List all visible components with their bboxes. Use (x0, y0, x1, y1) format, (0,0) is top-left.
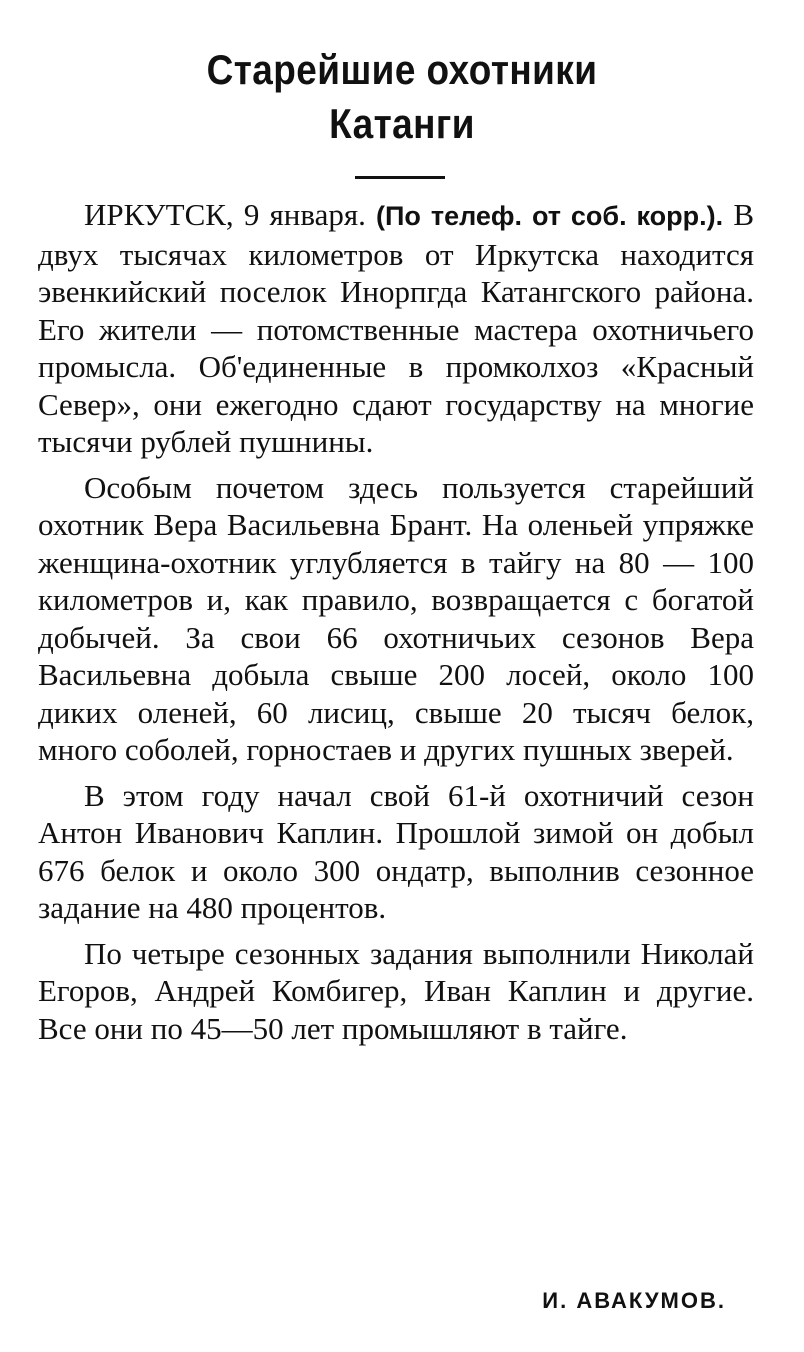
headline-line-1: Старейшие охотники (206, 46, 598, 93)
article-paragraph-1 (38, 196, 754, 461)
article-body (38, 196, 754, 1047)
headline-line-2: Катанги (329, 100, 475, 147)
paragraph-1-text: В двух тысячах километров от Иркутска находится эвенкийский поселок Инорпгда Катангского района. Его жители — потомственные мастера охотничьего промысла. Об'единенные в промколхоз «Красный Север», они ежегодно сдают государству на многие тысячи рублей пушнины. (38, 197, 754, 459)
dateline: ИРКУТСК, 9 января. (84, 197, 366, 232)
article-paragraph-4: По четыре сезонных задания выполнили Николай Егоров, Андрей Комбигер, Иван Каплин и другие. Все они по 45—50 лет промышляют в тайге. (38, 935, 754, 1046)
source-note: (По телеф. от соб. корр.). (376, 201, 724, 231)
article-paragraph-3: В этом году начал свой 61-й охотничий сезон Антон Иванович Каплин. Прошлой зимой он добыл 676 белок и около 300 ондатр, выполнив сезонное задание на 480 процентов. (38, 777, 754, 925)
article-paragraph-2: Особым почетом здесь пользуется старейший охотник Вера Васильевна Брант. На оленьей упряжке женщина-охотник углубляется в тайгу на 80 — 100 километров и, как правило, возвращается с богатой добычей. За свои 66 охотничьих сезонов Вера Васильевна добыла свыше 200 лосей, около 100 диких оленей, 60 лисиц, свыше 20 тысяч белок, много соболей, горностаев и других пушных зверей. (38, 469, 754, 767)
headline-divider (355, 176, 445, 179)
author-byline: И. АВАКУМОВ. (542, 1288, 726, 1313)
